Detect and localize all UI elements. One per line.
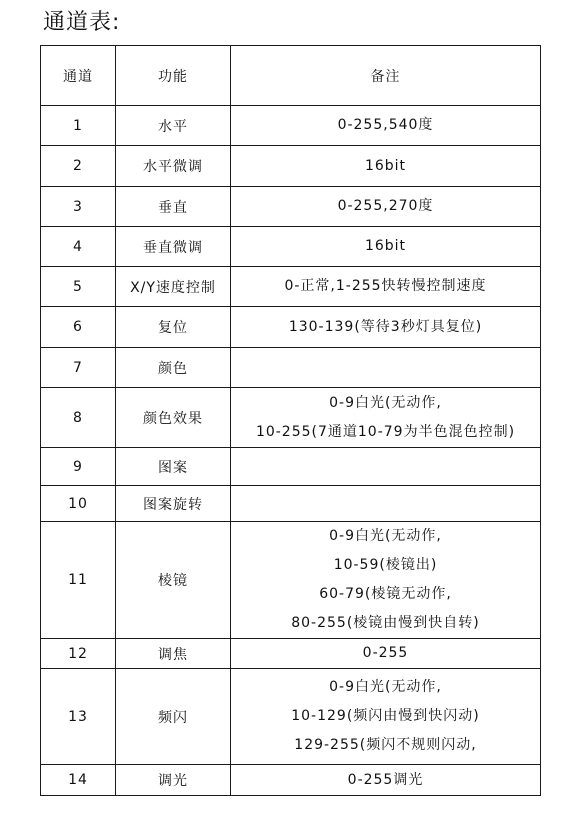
table-row <box>41 765 541 796</box>
cell-channel: 9 <box>41 448 116 486</box>
cell-note <box>231 307 541 348</box>
cell-function: 调焦 <box>116 639 231 669</box>
table-row <box>41 227 541 267</box>
cell-note <box>231 669 541 765</box>
note-line: 0-9白光(无动作, <box>329 528 442 544</box>
cell-note <box>231 227 541 267</box>
cell-note <box>231 187 541 227</box>
cell-channel: 8 <box>41 388 116 448</box>
cell-channel: 7 <box>41 348 116 388</box>
cell-note <box>231 106 541 146</box>
note-line: 10-59(棱镜出) <box>333 557 438 573</box>
note-line: 60-79(棱镜无动作, <box>319 586 452 602</box>
note-line: 16bit <box>364 238 407 254</box>
cell-channel: 4 <box>41 227 116 267</box>
table-row <box>41 486 541 522</box>
cell-function: 垂直 <box>116 187 231 227</box>
note-line: 129-255(频闪不规则闪动, <box>294 737 477 753</box>
cell-function: 频闪 <box>116 669 231 765</box>
table-row <box>41 348 541 388</box>
document-title: 通道表: <box>43 10 121 35</box>
cell-function: 复位 <box>116 307 231 348</box>
note-line: 0-255调光 <box>347 771 424 788</box>
cell-channel: 13 <box>41 669 116 765</box>
note-line: 0-9白光(无动作, <box>329 679 442 695</box>
table-row <box>41 267 541 307</box>
header-note: 备注 <box>231 46 541 106</box>
table-row <box>41 448 541 486</box>
note-line: 80-255(棱镜由慢到快自转) <box>291 615 480 631</box>
cell-function: 棱镜 <box>116 522 231 639</box>
cell-channel: 10 <box>41 486 116 522</box>
note-line: 0-255,540度 <box>337 117 434 133</box>
note-line: 0-255,270度 <box>337 198 434 214</box>
cell-function: 水平微调 <box>116 146 231 187</box>
note-line: 0-正常,1-255快转慢控制速度 <box>284 278 487 294</box>
note-line: 10-255(7通道10-79为半色混色控制) <box>255 423 516 440</box>
table-body <box>41 106 541 796</box>
cell-channel: 2 <box>41 146 116 187</box>
header-function: 功能 <box>116 46 231 106</box>
note-line: 0-9白光(无动作, <box>329 394 442 411</box>
table-row <box>41 388 541 448</box>
cell-channel: 1 <box>41 106 116 146</box>
cell-function: 颜色效果 <box>116 388 231 448</box>
cell-function: 颜色 <box>116 348 231 388</box>
cell-note <box>231 146 541 187</box>
note-line: 130-139(等待3秒灯具复位) <box>288 318 483 335</box>
note-line: 0-255 <box>362 645 409 661</box>
cell-channel: 3 <box>41 187 116 227</box>
cell-channel: 5 <box>41 267 116 307</box>
cell-channel: 6 <box>41 307 116 348</box>
cell-note <box>231 267 541 307</box>
cell-note <box>231 348 541 388</box>
cell-channel: 12 <box>41 639 116 669</box>
table-row <box>41 146 541 187</box>
header-channel: 通道 <box>41 46 116 106</box>
table-row <box>41 639 541 669</box>
note-line: 10-129(频闪由慢到快闪动) <box>291 708 480 724</box>
cell-note <box>231 388 541 448</box>
table-row <box>41 669 541 765</box>
table-header-row <box>41 46 541 106</box>
cell-channel: 14 <box>41 765 116 796</box>
cell-note <box>231 639 541 669</box>
cell-note <box>231 486 541 522</box>
table-row <box>41 187 541 227</box>
note-line: 16bit <box>364 157 407 174</box>
cell-note <box>231 765 541 796</box>
cell-function: 图案旋转 <box>116 486 231 522</box>
table-row <box>41 106 541 146</box>
cell-note <box>231 522 541 639</box>
cell-function: 调光 <box>116 765 231 796</box>
cell-channel: 11 <box>41 522 116 639</box>
cell-function: 水平 <box>116 106 231 146</box>
cell-function: 垂直微调 <box>116 227 231 267</box>
table-row <box>41 522 541 639</box>
cell-note <box>231 448 541 486</box>
cell-function: X/Y速度控制 <box>116 267 231 307</box>
table-row <box>41 307 541 348</box>
cell-function: 图案 <box>116 448 231 486</box>
channel-table <box>40 45 541 796</box>
